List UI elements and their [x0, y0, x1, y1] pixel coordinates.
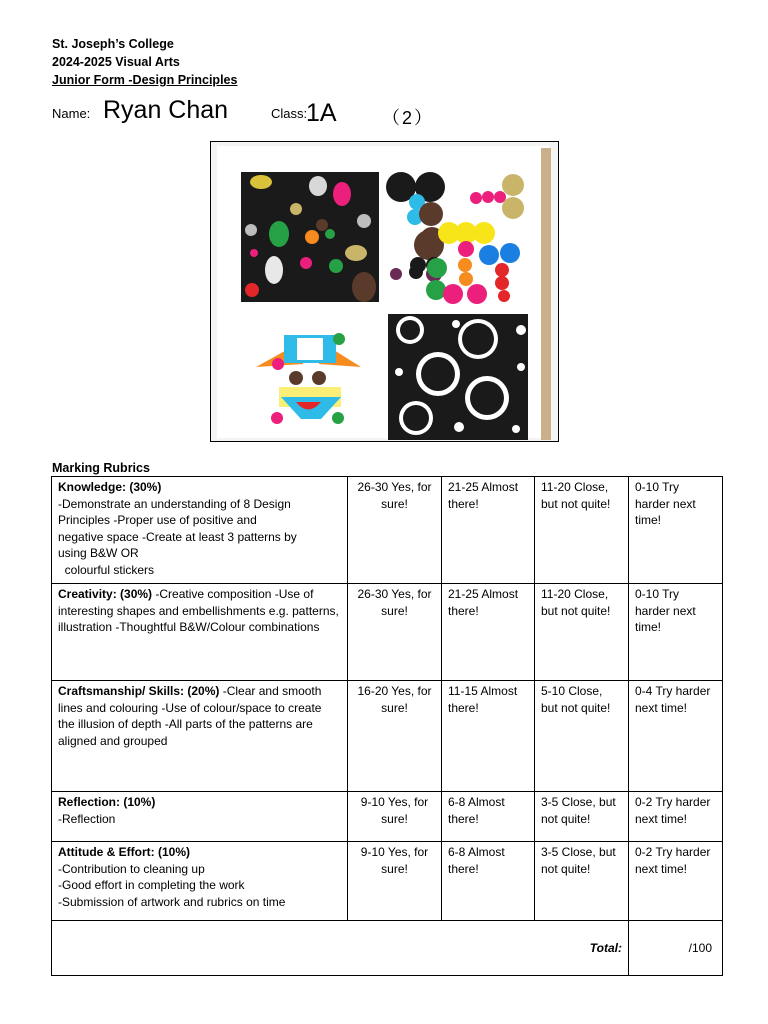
student-name: Ryan Chan [103, 96, 229, 124]
score-band: 3-5 Close, but not quite! [535, 842, 629, 921]
criterion-cell [52, 681, 348, 792]
criterion-cell [52, 792, 348, 842]
school-name: St. Joseph’s College [52, 37, 174, 51]
criterion-title: Reflection: (10%) [58, 795, 156, 809]
class-number-open: （ [382, 108, 400, 128]
criterion-desc-line: -Good effort in completing the work [58, 878, 245, 892]
score-band: 21-25 Almost there! [442, 584, 535, 681]
document-header [52, 35, 237, 89]
score-band: 5-10 Close, but not quite! [535, 681, 629, 792]
rubric-total-row [52, 921, 723, 976]
criterion-desc-line: Principles -Proper use of positive and [58, 513, 257, 527]
rubric-row-craftsmanship [52, 681, 723, 792]
panel-bottom-right [388, 314, 528, 440]
score-band: 6-8 Almost there! [442, 792, 535, 842]
score-band: 0-10 Try harder next time! [629, 584, 723, 681]
class-number [382, 104, 432, 130]
criterion-desc: -Clear and smooth lines and colouring -Use of colour/space to create the illusion of depth -All parts of the patterns are aligned and grouped [58, 684, 322, 748]
criterion-cell [52, 477, 348, 584]
rubric-row-reflection [52, 792, 723, 842]
score-band: 0-2 Try harder next time! [629, 842, 723, 921]
criterion-title: Knowledge: (30%) [58, 480, 162, 494]
criterion-desc-line: colourful stickers [58, 562, 155, 577]
score-band: 26-30 Yes, for sure! [348, 477, 442, 584]
criterion-title: Attitude & Effort: (10%) [58, 845, 190, 859]
score-band: 6-8 Almost there! [442, 842, 535, 921]
rubric-row-knowledge [52, 477, 723, 584]
score-band: 11-20 Close, but not quite! [535, 477, 629, 584]
total-value: /100 [629, 921, 723, 976]
class-number-close: ） [414, 108, 433, 128]
score-band: 0-2 Try harder next time! [629, 792, 723, 842]
criterion-title: Craftsmanship/ Skills: (20%) [58, 684, 220, 698]
score-band: 3-5 Close, but not quite! [535, 792, 629, 842]
score-band: 26-30 Yes, for sure! [348, 584, 442, 681]
score-band: 21-25 Almost there! [442, 477, 535, 584]
marking-rubric-table [51, 476, 723, 976]
criterion-desc-line: using B&W OR [58, 546, 139, 560]
form-topic: Junior Form -Design Principles [52, 73, 238, 87]
score-band: 16-20 Yes, for sure! [348, 681, 442, 792]
criterion-desc-line: -Demonstrate an understanding of 8 Design [58, 496, 291, 511]
name-label: Name: [52, 106, 91, 121]
class-number-value: 2 [402, 108, 413, 128]
criterion-desc-line: -Reflection [58, 811, 116, 826]
score-band: 11-20 Close, but not quite! [535, 584, 629, 681]
score-band: 0-10 Try harder next time! [629, 477, 723, 584]
criterion-cell [52, 584, 348, 681]
artwork-photo-image [211, 142, 558, 441]
year-subject: 2024-2025 Visual Arts [52, 55, 180, 69]
class-label: Class: [271, 106, 308, 121]
criterion-desc: -Creative composition -Use of interesting shapes and embellishments e.g. patterns, illustration -Thoughtful B&W/Colour combinations [58, 587, 339, 634]
rubric-row-creativity [52, 584, 723, 681]
score-band: 9-10 Yes, for sure! [348, 792, 442, 842]
criterion-cell [52, 842, 348, 921]
total-label: Total: [52, 921, 629, 976]
rubric-title: Marking Rubrics [52, 461, 150, 475]
criterion-title: Creativity: (30%) [58, 587, 153, 601]
criterion-desc-line: -Submission of artwork and rubrics on time [58, 894, 286, 909]
criterion-desc-line: -Contribution to cleaning up [58, 861, 205, 876]
score-band: 0-4 Try harder next time! [629, 681, 723, 792]
artwork-photo [210, 141, 559, 442]
score-band: 11-15 Almost there! [442, 681, 535, 792]
score-band: 9-10 Yes, for sure! [348, 842, 442, 921]
rubric-row-attitude [52, 842, 723, 921]
criterion-desc-line: negative space -Create at least 3 patterns by [58, 529, 297, 544]
panel-top-left [241, 172, 379, 302]
student-class: 1A [306, 99, 337, 127]
